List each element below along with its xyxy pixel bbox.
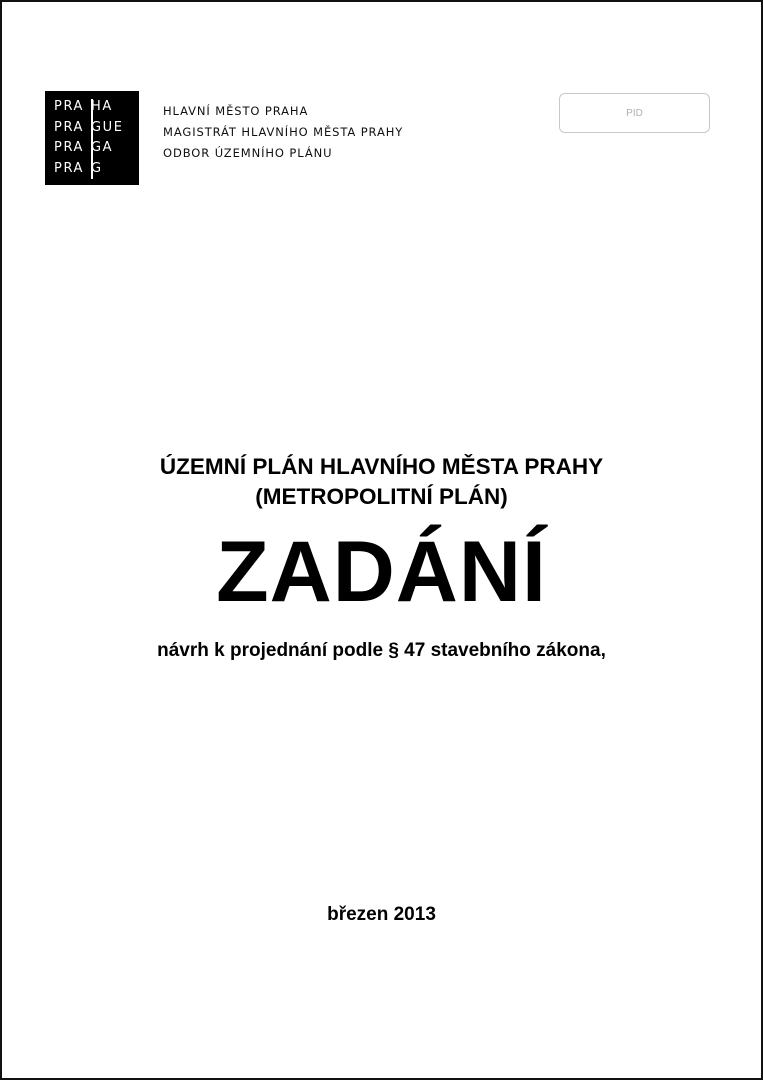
org-city: HLAVNÍ MĚSTO PRAHA xyxy=(163,104,309,118)
praha-logo xyxy=(45,91,139,185)
logo-text-left: PRA xyxy=(54,119,85,135)
logo-row xyxy=(54,159,124,180)
logo-text-left: PRA xyxy=(54,140,85,155)
document-title: ÚZEMNÍ PLÁN HLAVNÍHO MĚSTA PRAHY xyxy=(159,454,604,479)
logo-text-right: GUE xyxy=(91,119,124,135)
org-department: ODBOR ÚZEMNÍHO PLÁNU xyxy=(163,146,333,160)
logo-row xyxy=(54,97,124,118)
pid-box xyxy=(559,93,710,133)
logo-row xyxy=(54,138,124,159)
logo-text-right: HA xyxy=(91,99,113,114)
document-date: březen 2013 xyxy=(327,904,436,925)
logo-text-right: G xyxy=(91,160,103,176)
logo-text-left: PRA xyxy=(54,160,85,176)
document-title-subline: (METROPOLITNÍ PLÁN) xyxy=(255,484,508,509)
pid-label: PID xyxy=(626,107,643,119)
main-heading: ZADÁNÍ xyxy=(216,524,547,620)
logo-text-right: GA xyxy=(91,140,114,155)
organization-block xyxy=(163,101,403,164)
org-magistrate: MAGISTRÁT HLAVNÍHO MĚSTA PRAHY xyxy=(163,125,404,139)
document-subtitle: návrh k projednání podle § 47 stavebního zákona, xyxy=(157,640,606,661)
logo-text-left: PRA xyxy=(54,99,85,114)
logo-row xyxy=(54,118,124,139)
